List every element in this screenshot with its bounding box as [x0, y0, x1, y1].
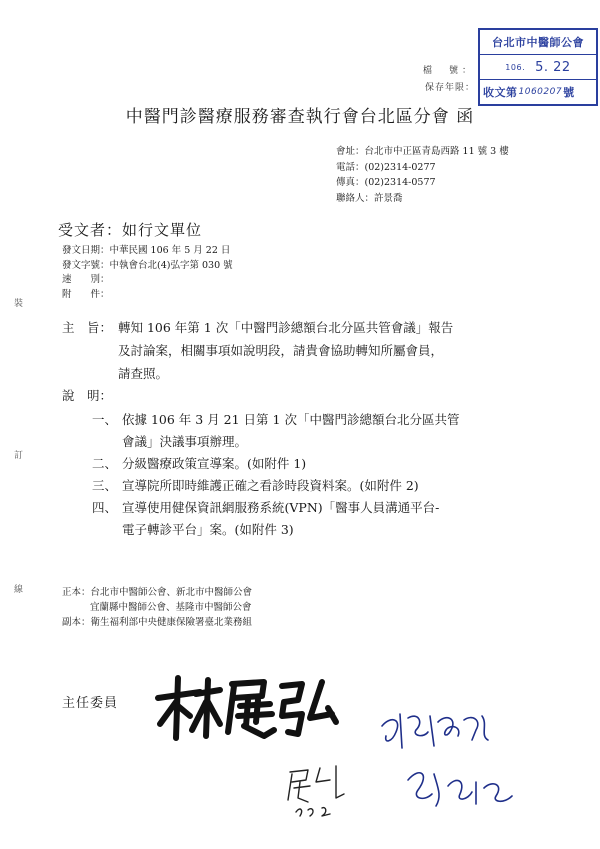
contact-person: 聯絡人：許景喬	[336, 192, 403, 204]
copy-label: 副本：	[62, 617, 91, 628]
contact-address: 會址：台北市中正區青島西路 11 號 3 樓	[336, 146, 509, 157]
retention-label: 保存年限：	[424, 83, 475, 93]
stamp-doc-number: 1060207	[518, 87, 563, 97]
item-number: 三、	[92, 478, 118, 493]
explanation-label: 說 明：	[62, 388, 113, 403]
stamp-date-prefix: 106.	[505, 62, 526, 72]
handwritten-initials	[286, 760, 356, 820]
receipt-stamp	[478, 28, 598, 106]
item-line: 宣導使用健保資訊網服務系統(VPN)「醫事人員溝通平台-	[122, 500, 440, 515]
issue-number: 發文字號：中執會台北(4)弘字第 030 號	[62, 259, 233, 271]
original-label: 正本：	[62, 587, 91, 598]
item-number: 一、	[92, 412, 118, 427]
subject-line: 請查照。	[118, 366, 169, 381]
signer-title: 主任委員	[62, 696, 119, 711]
subject-line: 轉知 106 年第 1 次「中醫門診總額台北分區共管會議」報告	[118, 320, 454, 335]
original-recipients-2: 宜蘭縣中醫師公會、基隆市中醫師公會	[90, 602, 252, 613]
binding-mark: 裝	[14, 299, 24, 309]
contact-block	[336, 144, 509, 206]
stamp-date-row	[480, 55, 596, 80]
file-number-label: 檔 號：	[422, 66, 475, 76]
handwritten-note	[372, 696, 542, 836]
item-line: 會議」決議事項辦理。	[122, 434, 248, 449]
contact-phone: 電話：(02)2314-0277	[336, 161, 436, 173]
subject-label: 主 旨：	[62, 320, 113, 335]
item-line: 依據 106 年 3 月 21 日第 1 次「中醫門診總額台北分區共管	[122, 412, 460, 427]
item-number: 二、	[92, 456, 118, 471]
issue-date: 發文日期：中華民國 106 年 5 月 22 日	[62, 245, 231, 256]
item-line: 分級醫療政策宣導案。(如附件 1)	[122, 456, 307, 471]
original-recipients-1: 台北市中醫師公會、新北市中醫師公會	[90, 587, 253, 598]
contact-fax: 傳真：(02)2314-0577	[336, 177, 436, 188]
item-number: 四、	[92, 500, 118, 515]
speed-field: 速 別：	[62, 274, 110, 285]
stamp-doc-label: 收文第	[483, 86, 518, 99]
recipient: 受文者：如行文單位	[58, 221, 203, 239]
stamp-doc-suffix: 號	[563, 86, 575, 99]
copies-block	[62, 585, 252, 630]
stamp-doc-row	[480, 80, 596, 104]
meta-block	[62, 244, 233, 302]
stamp-date: 5. 22	[535, 59, 571, 75]
signature-image	[152, 672, 342, 744]
copy-recipients: 衛生福利部中央健康保險署臺北業務組	[90, 617, 253, 628]
document-title: 中醫門診醫療服務審查執行會台北區分會 函	[125, 107, 475, 127]
stamp-org: 台北市中醫師公會	[480, 30, 596, 55]
attachment-field: 附 件：	[62, 288, 110, 300]
item-line: 電子轉診平台」案。(如附件 3)	[122, 522, 294, 537]
binding-mark: 線	[14, 585, 24, 595]
item-line: 宣導院所即時維護正確之看診時段資料案。(如附件 2)	[122, 478, 419, 493]
subject-line: 及討論案，相關事項如說明段，請貴會協助轉知所屬會員，	[118, 343, 444, 358]
binding-mark: 訂	[14, 451, 24, 461]
